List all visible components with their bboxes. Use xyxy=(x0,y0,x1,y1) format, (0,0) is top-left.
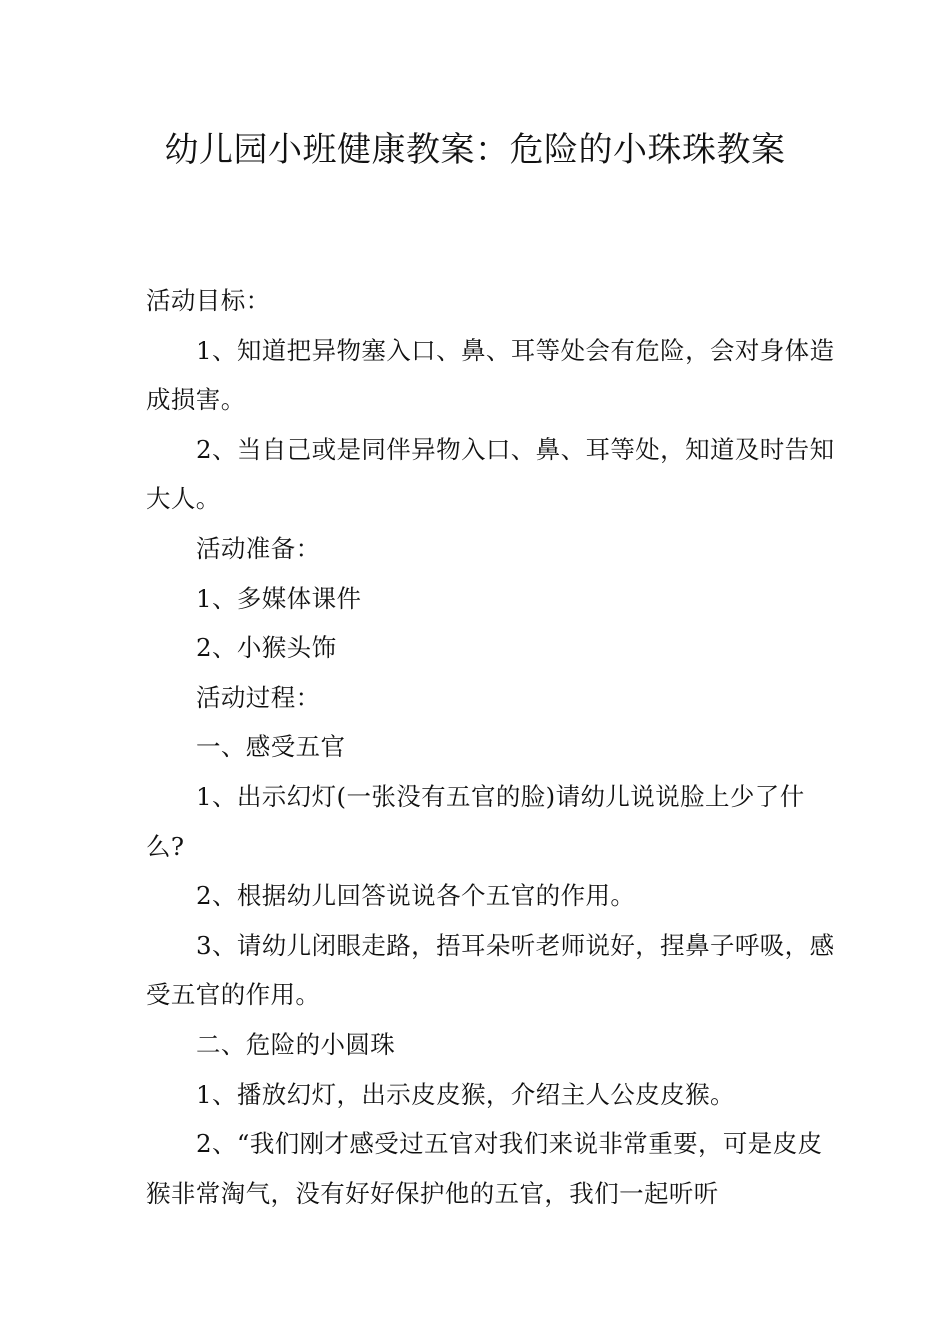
process-part-1-step-2: 2、根据幼儿回答说说各个五官的作用。 xyxy=(196,881,636,911)
process-part-1-step-1: 1、出示幻灯(一张没有五官的脸)请幼儿说说脸上少了什么? xyxy=(146,781,805,861)
goal-item-1: 1、知道把异物塞入口、鼻、耳等处会有危险，会对身体造成损害。 xyxy=(146,335,835,415)
document-body xyxy=(146,276,836,1218)
preparation-item-2: 2、小猴头饰 xyxy=(196,633,337,663)
process-part-2-heading: 二、危险的小圆珠 xyxy=(196,1029,396,1059)
section-heading-goals: 活动目标： xyxy=(146,286,271,315)
goal-item-2: 2、当自己或是同伴异物入口、鼻、耳等处，知道及时告知大人。 xyxy=(146,434,835,514)
section-heading-preparation: 活动准备： xyxy=(196,533,321,563)
preparation-item-1: 1、多媒体课件 xyxy=(196,583,362,613)
section-heading-process: 活动过程： xyxy=(196,682,321,712)
document-title: 幼儿园小班健康教案：危险的小珠珠教案 xyxy=(164,130,786,170)
process-part-2-step-2: 2、“我们刚才感受过五官对我们来说非常重要，可是皮皮猴非常淘气，没有好好保护他的五官，我们一起听听 xyxy=(146,1129,823,1208)
process-part-1-step-3: 3、请幼儿闭眼走路，捂耳朵听老师说好，捏鼻子呼吸，感受五官的作用。 xyxy=(146,930,835,1010)
process-part-1-heading: 一、感受五官 xyxy=(196,732,346,762)
process-part-2-step-1: 1、播放幻灯，出示皮皮猴，介绍主人公皮皮猴。 xyxy=(196,1079,735,1109)
